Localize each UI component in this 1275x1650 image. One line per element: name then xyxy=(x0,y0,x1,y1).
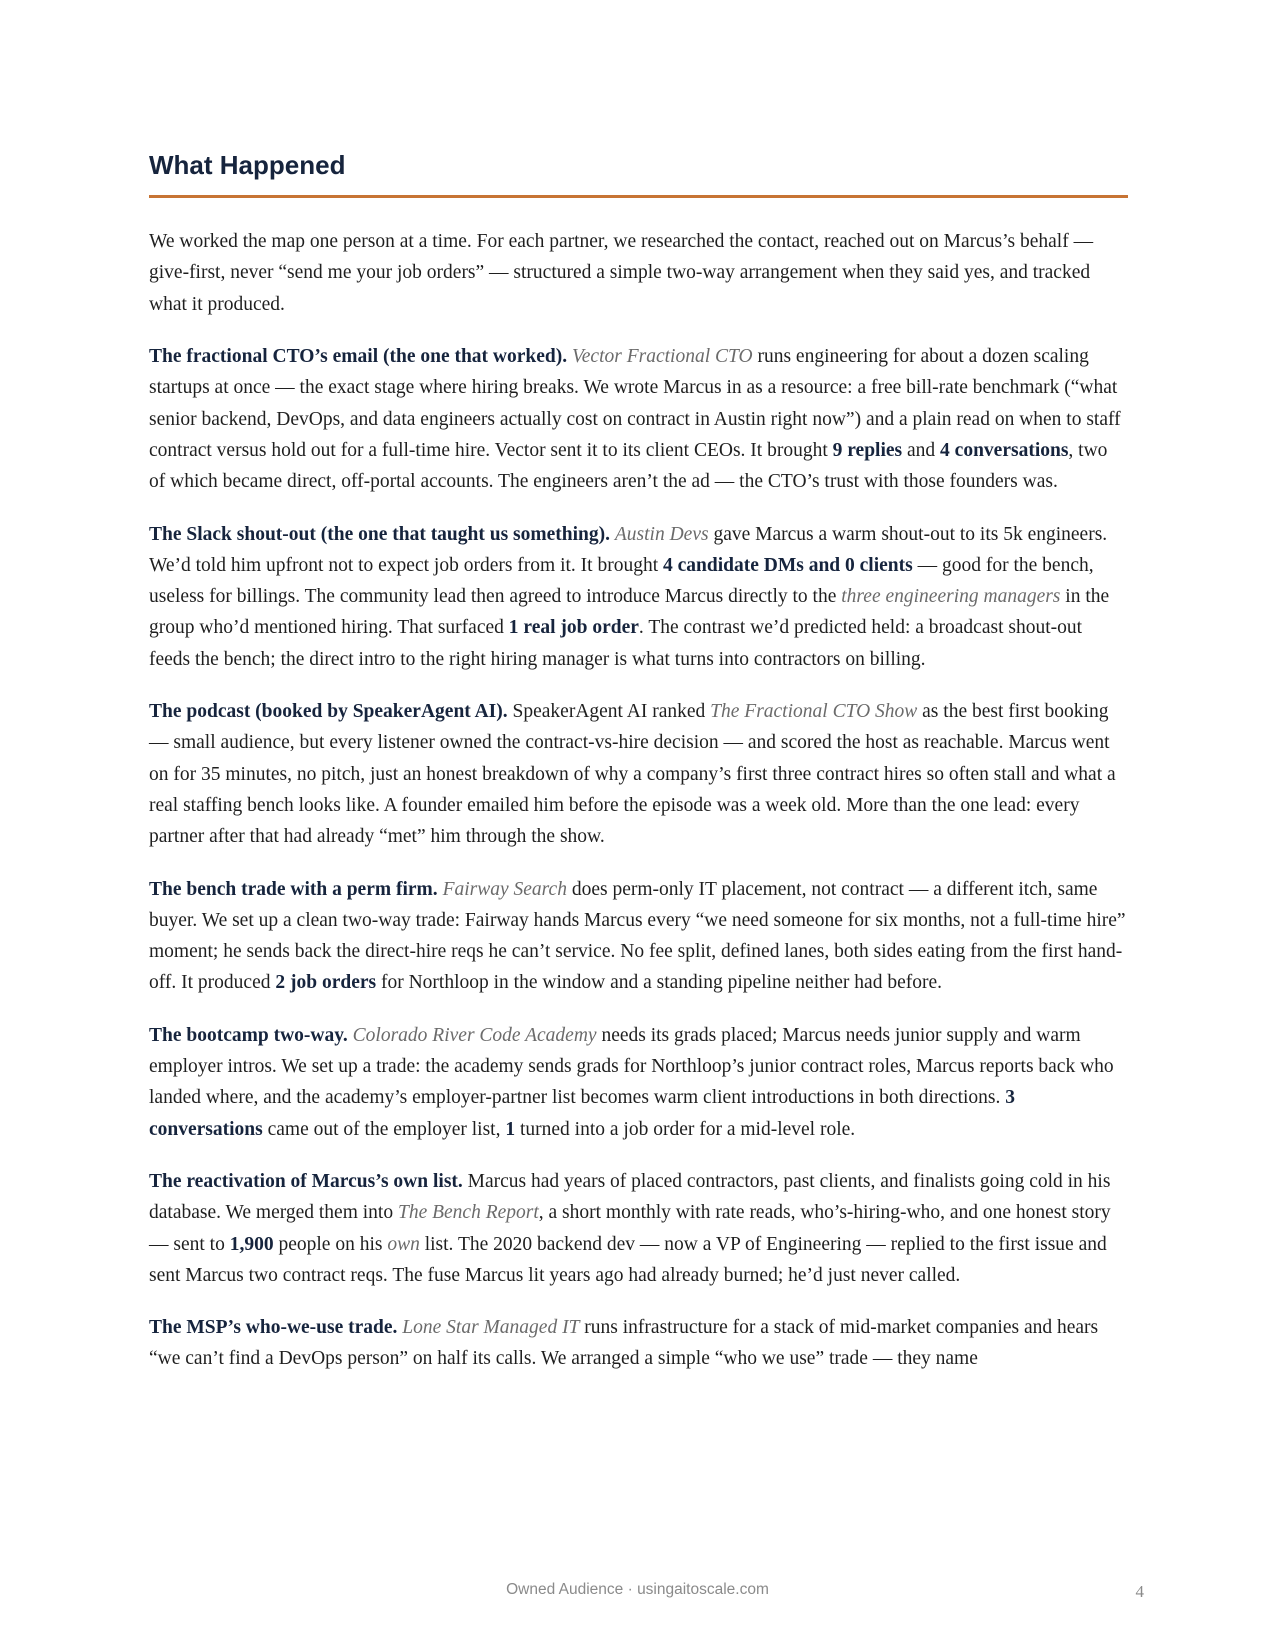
body-text: SpeakerAgent AI ranked xyxy=(507,701,711,723)
body-text: in the group who’d mentioned hiring. That surfaced xyxy=(149,586,1110,639)
named-entity: The Fractional CTO Show xyxy=(710,701,918,723)
body-text: Marcus had years of placed contractors, past clients, and finalists going cold in his database. We merged them into xyxy=(149,1170,1111,1224)
heading-divider xyxy=(149,195,1128,198)
emphasis-figure: 1 real job order xyxy=(508,617,639,639)
named-entity: The Bench Report xyxy=(397,1202,539,1224)
named-entity: Vector Fractional CTO xyxy=(572,346,753,368)
body-text: , two of which became direct, off-portal accounts. The engineers aren’t the ad — the CTO’s trust with those founders was. xyxy=(149,439,1108,493)
body-text: turned into a job order for a mid-level role. xyxy=(515,1118,856,1140)
body-paragraph xyxy=(149,519,1128,675)
emphasis-figure: 4 candidate DMs and 0 clients xyxy=(663,554,913,576)
body-paragraph xyxy=(149,874,1128,999)
emphasis-figure: 2 job orders xyxy=(275,972,377,994)
paragraph-lead: The Slack shout-out (the one that taught us something). xyxy=(149,523,611,545)
body-text: . The contrast we’d predicted held: a broadcast shout-out feeds the bench; the direct intro to the right hiring manager is what turns into contractors on billing. xyxy=(149,617,1083,670)
body-paragraph xyxy=(149,341,1128,497)
intro-paragraph: We worked the map one person at a time. For each partner, we researched the contact, reached out on Marcus’s behalf — give-first, never “send me your job orders” — structured a simple two-way arrangement when they said yes, and tracked what it produced. xyxy=(149,231,1094,315)
body-text: list. The 2020 backend dev — now a VP of Engineering — replied to the first issue and sent Marcus two contract reqs. The fuse Marcus lit years ago had already burned; he’d just never called. xyxy=(149,1233,1107,1286)
named-entity: Lone Star Managed IT xyxy=(402,1317,580,1339)
body-text: runs infrastructure for a stack of mid-market companies and hears “we can’t find a DevOps person” on half its calls. We arranged a simple “who we use” trade — they name xyxy=(149,1317,1099,1370)
body-text: needs its grads placed; Marcus needs junior supply and warm employer intros. We set up a trade: the academy sends grads for Northloop’s junior contract roles, Marcus reports back who landed where, and the academy’s employer-partner list becomes warm client introductions in both directions. xyxy=(149,1024,1114,1109)
body-paragraph xyxy=(149,1312,1128,1375)
body-text: runs engineering for about a dozen scaling startups at once — the exact stage where hiring breaks. We wrote Marcus in as a resource: a free bill-rate benchmark (“what senior backend, DevOps, and data engineers actually cost on contract in Austin right now”) and a plain read on when to staff contract versus hold out for a full-time hire. Vector sent it to its client CEOs. It brought xyxy=(149,346,1121,461)
body-text: , a short monthly with rate reads, who’s-hiring-who, and one honest story — sent to xyxy=(149,1202,1111,1255)
emphasis-figure: 1,900 xyxy=(229,1233,274,1255)
emphasis-figure: 4 conversations xyxy=(940,439,1069,461)
body-paragraph xyxy=(149,696,1128,852)
paragraph-lead: The podcast (booked by SpeakerAgent AI). xyxy=(149,701,508,723)
paragraph-lead: The bench trade with a perm firm. xyxy=(149,878,438,900)
named-entity: Austin Devs xyxy=(614,523,709,545)
named-entity: Colorado River Code Academy xyxy=(352,1024,597,1046)
named-entity: Fairway Search xyxy=(442,878,567,900)
body-text: people on his xyxy=(273,1233,388,1255)
body-text: for Northloop in the window and a standing pipeline neither had before. xyxy=(376,972,942,994)
paragraph-lead: The fractional CTO’s email (the one that worked). xyxy=(149,346,568,368)
body-text: as the best first booking — small audience, but every listener owned the contract-vs-hire decision — and scored the host as reachable. Marcus went on for 35 minutes, no pitch, just an honest breakdown of why a company’s first three contract hires so often stall and what a real staffing bench looks like. A founder emailed him before the episode was a week old. More than the one lead: every partner after that had already “met” him through the show. xyxy=(149,701,1116,848)
body-text: and xyxy=(902,439,941,461)
emphasis-figure: 9 replies xyxy=(832,439,903,461)
named-entity: three engineering managers xyxy=(841,586,1061,608)
body-paragraphs xyxy=(149,341,1128,1375)
page-content xyxy=(149,150,1128,1375)
page-number: 4 xyxy=(1135,1582,1144,1601)
paragraph-lead: The MSP’s who-we-use trade. xyxy=(149,1317,398,1339)
body-paragraph xyxy=(149,1166,1128,1291)
paragraph-lead: The bootcamp two-way. xyxy=(149,1024,348,1046)
named-entity: own xyxy=(387,1233,420,1255)
paragraph-lead: The reactivation of Marcus’s own list. xyxy=(149,1170,463,1192)
emphasis-figure: 1 xyxy=(505,1118,516,1140)
body-text: does perm-only IT placement, not contract — a different itch, same buyer. We set up a clean two-way trade: Fairway hands Marcus every “we need someone for six months, not a full-time hire” moment; he sends back the direct-hire reqs he can’t service. No fee split, defined lanes, both sides eating from the first hand-off. It produced xyxy=(149,878,1126,994)
body-text: gave Marcus a warm shout-out to its 5k engineers. We’d told him upfront not to expect job orders from it. It brought xyxy=(149,523,1108,576)
body-text: came out of the employer list, xyxy=(262,1118,506,1140)
page-footer: Owned Audience · usingaitoscale.com xyxy=(506,1581,769,1598)
emphasis-figure: 3 conversations xyxy=(149,1087,1016,1140)
body-paragraph xyxy=(149,1020,1128,1145)
body-text: — good for the bench, useless for billings. The community lead then agreed to introduce Marcus directly to the xyxy=(149,554,1094,608)
section-heading: What Happened xyxy=(149,150,346,180)
